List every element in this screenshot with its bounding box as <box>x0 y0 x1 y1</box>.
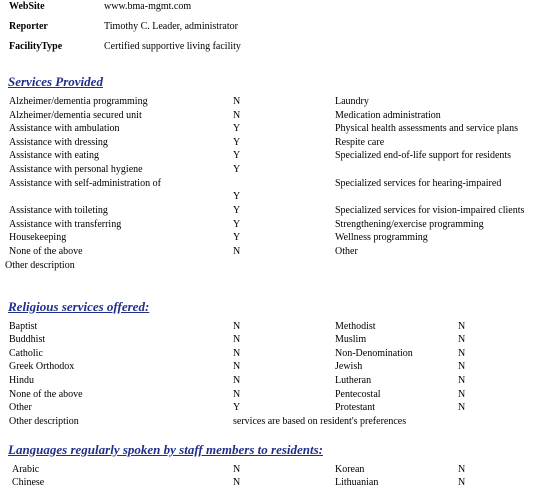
facility-type-value: Certified supportive living facility <box>104 41 241 52</box>
list-item: Buddhist <box>9 334 46 345</box>
list-item-value: N <box>458 389 466 400</box>
list-item-value: Y <box>233 232 241 243</box>
reporter-value: Timothy C. Leader, administrator <box>104 21 238 32</box>
list-item-value: Y <box>233 205 241 216</box>
list-item: Assistance with transferring <box>9 219 122 230</box>
list-item-value: N <box>458 402 466 413</box>
list-item: Lithuanian <box>335 477 379 488</box>
list-item-value: N <box>233 246 241 257</box>
facility-type-label: FacilityType <box>9 41 63 52</box>
list-item: Strengthening/exercise programming <box>335 219 484 230</box>
list-item: Housekeeping <box>9 232 67 243</box>
list-item: Assistance with eating <box>9 150 99 161</box>
list-item-value: N <box>233 348 241 359</box>
list-item: Other <box>9 402 32 413</box>
list-item-value: N <box>233 361 241 372</box>
list-item-value: N <box>233 477 241 488</box>
list-item-value: N <box>233 375 241 386</box>
list-item: Korean <box>335 464 365 475</box>
list-item-value: N <box>458 477 466 488</box>
list-item: Wellness programming <box>335 232 428 243</box>
religious-section-title: Religious services offered: <box>8 299 150 314</box>
services-other-description-label: Other description <box>5 260 75 271</box>
list-item-value: N <box>458 361 466 372</box>
website-label: WebSite <box>9 1 45 12</box>
list-item: None of the above <box>9 389 83 400</box>
list-item-value: Y <box>233 402 241 413</box>
list-item: Catholic <box>9 348 43 359</box>
list-item: Respite care <box>335 137 385 148</box>
list-item-value: N <box>458 321 466 332</box>
list-item-value: N <box>458 375 466 386</box>
list-item: Assistance with personal hygiene <box>9 164 143 175</box>
list-item: Specialized end-of-life support for residents <box>335 150 512 161</box>
religious-other-description-label: Other description <box>9 416 79 427</box>
list-item-value: Y <box>233 191 241 202</box>
website-value[interactable]: www.bma-mgmt.com <box>104 1 192 12</box>
services-section-title: Services Provided <box>8 74 103 89</box>
list-item-value: N <box>233 464 241 475</box>
list-item: Other <box>335 246 358 257</box>
list-item-value: N <box>458 464 466 475</box>
list-item: Baptist <box>9 321 38 332</box>
list-item: Assistance with dressing <box>9 137 108 148</box>
list-item-value: N <box>458 334 466 345</box>
list-item: Protestant <box>335 402 375 413</box>
list-item: Physical health assessments and service plans <box>335 123 519 134</box>
list-item: Pentecostal <box>335 389 381 400</box>
list-item-value: Y <box>233 123 241 134</box>
list-item: Assistance with ambulation <box>9 123 120 134</box>
languages-section-title: Languages regularly spoken by staff members to residents: <box>8 442 324 457</box>
list-item: Specialized services for vision-impaired clients <box>335 205 525 216</box>
list-item-value: N <box>233 334 241 345</box>
list-item-value: N <box>458 348 466 359</box>
list-item-value: N <box>233 96 241 107</box>
list-item: Alzheimer/dementia programming <box>9 96 148 107</box>
list-item: Medication administration <box>335 110 441 121</box>
list-item: Greek Orthodox <box>9 361 75 372</box>
religious-other-description-value: services are based on resident's preferences <box>233 416 407 427</box>
reporter-label: Reporter <box>9 21 48 32</box>
list-item: Arabic <box>12 464 40 475</box>
list-item: Assistance with toileting <box>9 205 108 216</box>
list-item-value: Y <box>233 164 241 175</box>
list-item-value: Y <box>233 150 241 161</box>
list-item-value: Y <box>233 219 241 230</box>
list-item: Non-Denomination <box>335 348 413 359</box>
list-item: Alzheimer/dementia secured unit <box>9 110 142 121</box>
list-item: Lutheran <box>335 375 372 386</box>
list-item: Specialized services for hearing-impaired <box>335 178 502 189</box>
list-item-value: N <box>233 110 241 121</box>
list-item-value: N <box>233 321 241 332</box>
list-item-value: Y <box>233 137 241 148</box>
list-item-value: N <box>233 389 241 400</box>
list-item: Methodist <box>335 321 376 332</box>
list-item: None of the above <box>9 246 83 257</box>
list-item: Muslim <box>335 334 367 345</box>
list-item: Laundry <box>335 96 369 107</box>
list-item: Chinese <box>12 477 45 488</box>
list-item: Assistance with self-administration of <box>9 178 161 189</box>
list-item: Hindu <box>9 375 34 386</box>
list-item: Jewish <box>335 361 363 372</box>
